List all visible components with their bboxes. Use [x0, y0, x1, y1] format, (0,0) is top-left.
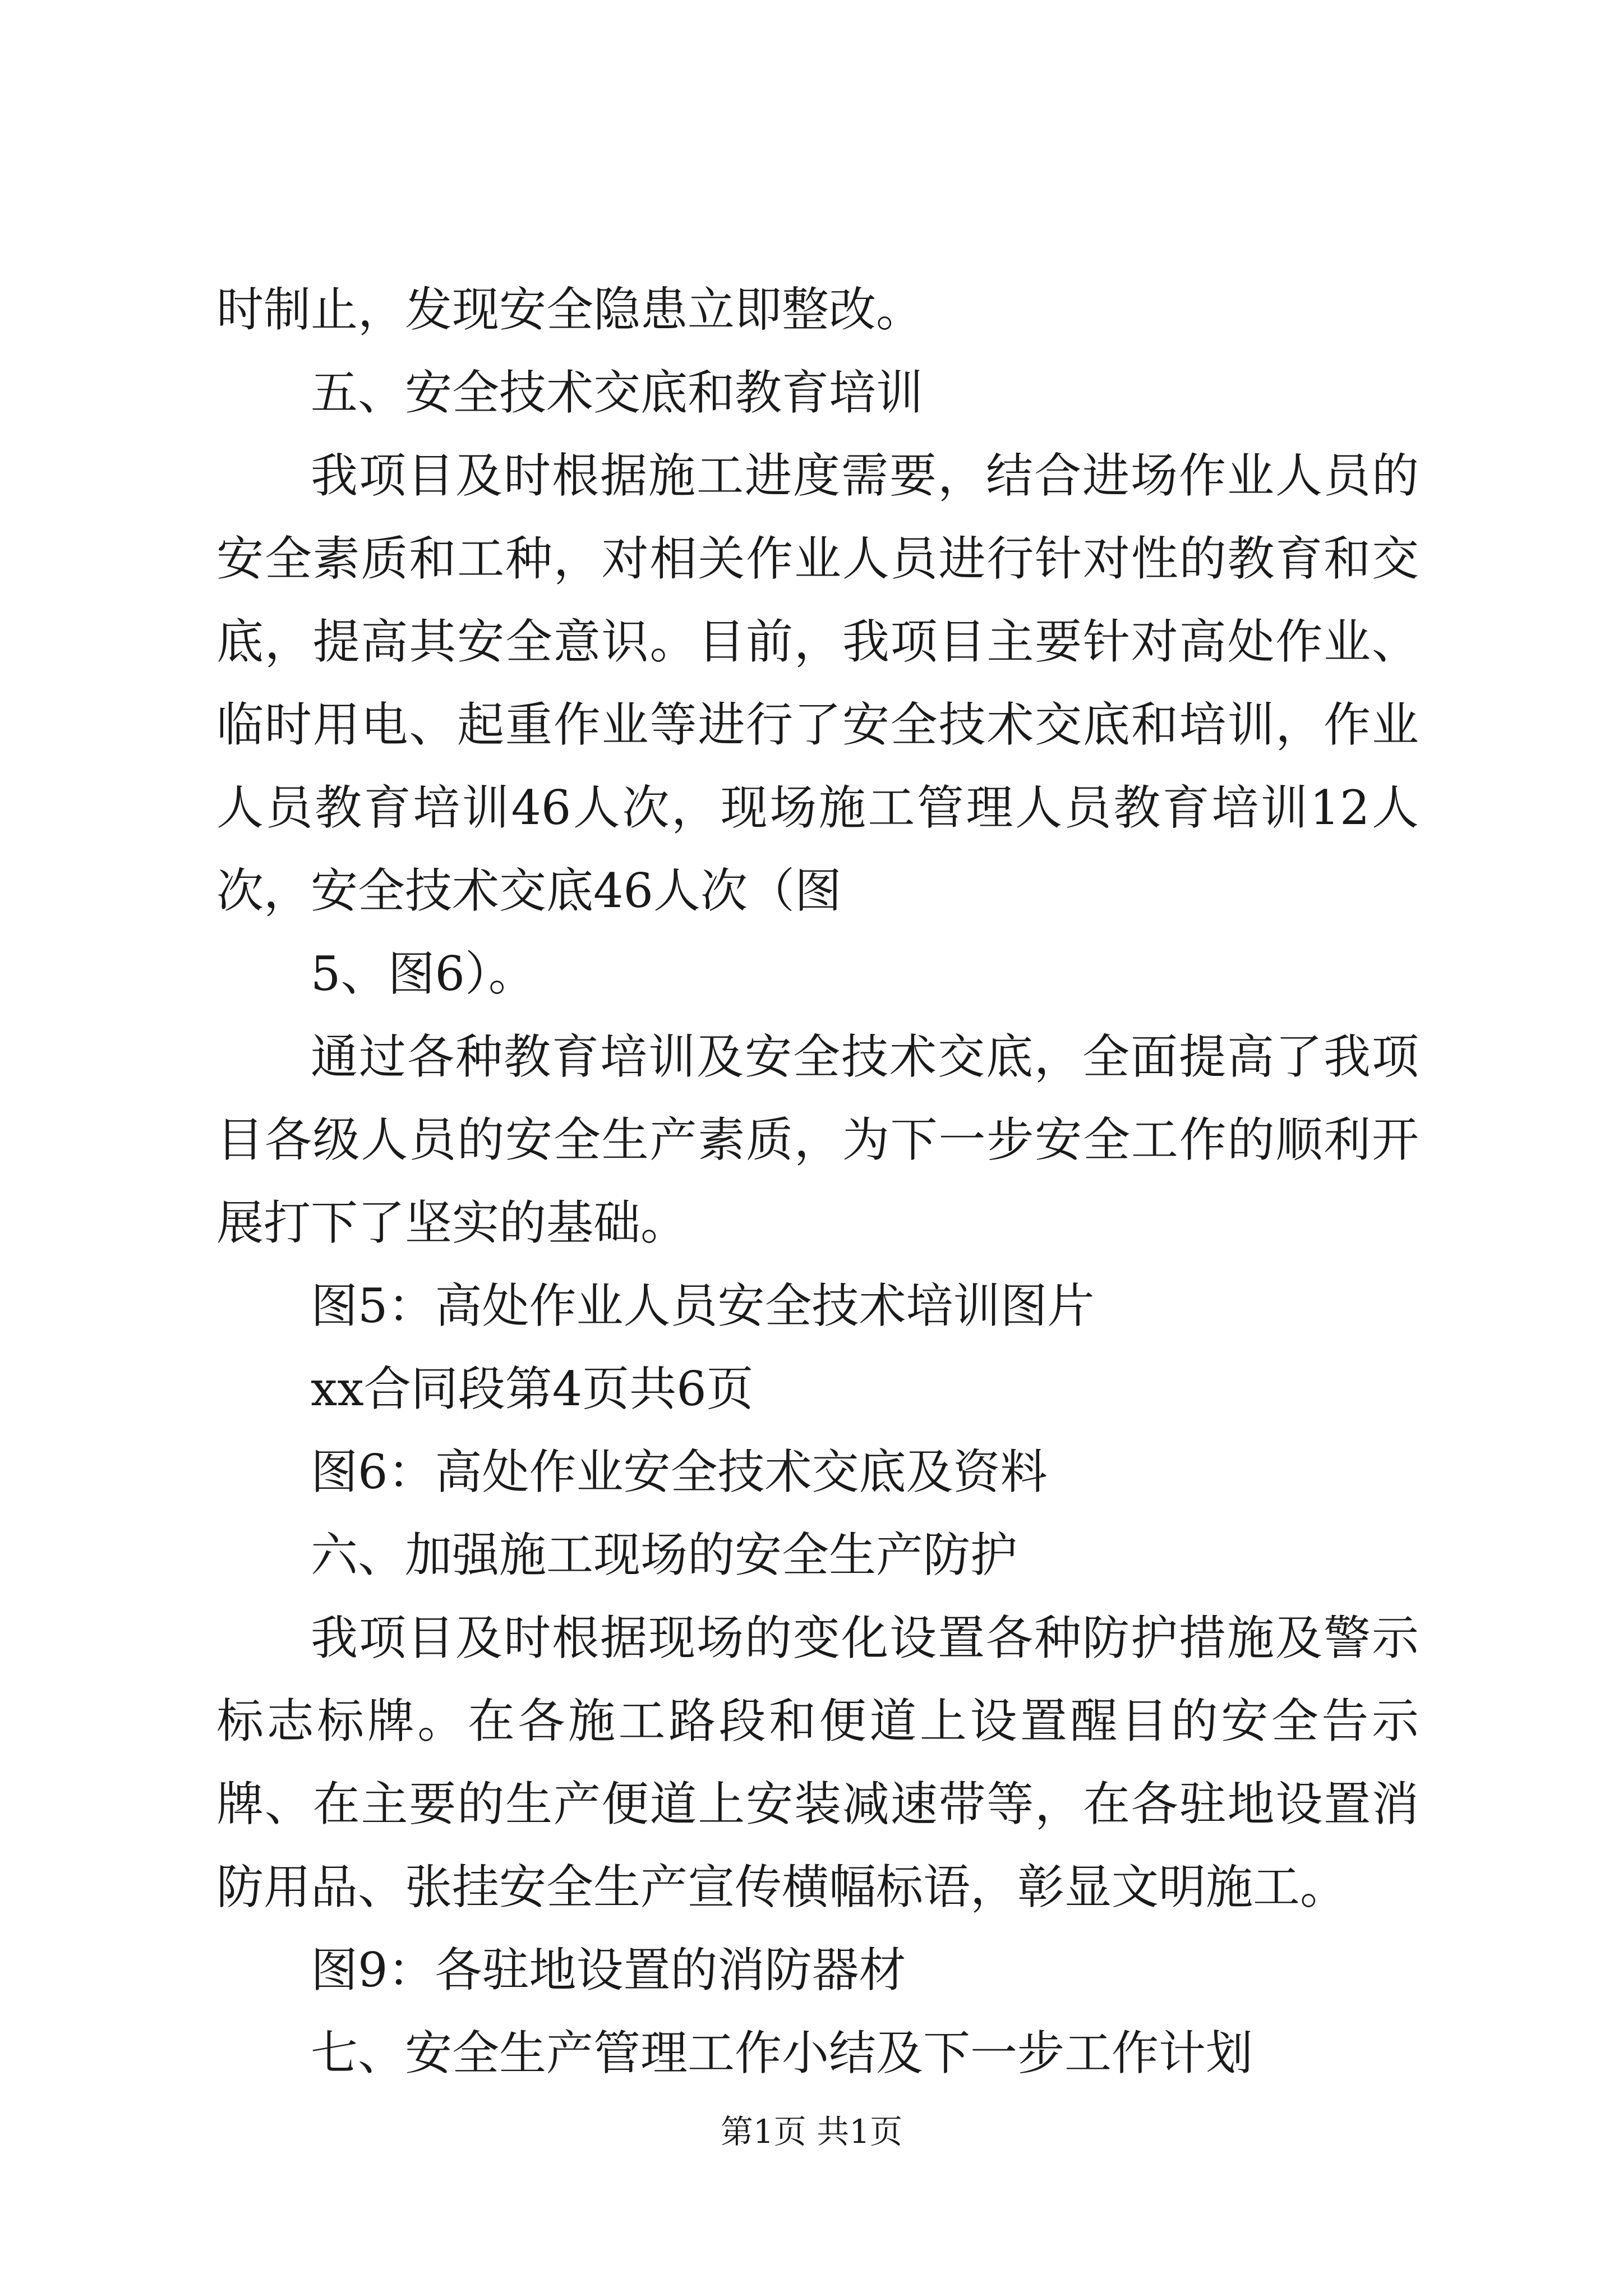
page-footer: 第1页 共1页 — [720, 2113, 903, 2151]
inline-page-note: xx合同段第4页共6页 — [311, 1361, 754, 1416]
section-heading-7: 七、安全生产管理工作小结及下一步工作计划 — [311, 2026, 1253, 2081]
document-body — [216, 268, 1419, 2095]
section-heading-6: 六、加强施工现场的安全生产防护 — [311, 1527, 1018, 1582]
section-heading-5: 五、安全技术交底和教育培训 — [311, 365, 924, 420]
paragraph-training-result: 通过各种教育培训及安全技术交底，全面提高了我项目各级人员的安全生产素质，为下一步安全工作的顺利开展打下了坚实的基础。 — [216, 1029, 1419, 1250]
figure-caption-5: 图5：高处作业人员安全技术培训图片 — [311, 1278, 1095, 1333]
paragraph-figure-ref: 5、图6）。 — [311, 946, 536, 1001]
paragraph-training: 我项目及时根据施工进度需要，结合进场作业人员的安全素质和工种，对相关作业人员进行针对性的教育和交底，提高其安全意识。目前，我项目主要针对高处作业、临时用电、起重作业等进行了安全技术交底和培训，作业人员教育培训46人次，现场施工管理人员教育培训12人次，安全技术交底46人次（图 — [216, 448, 1419, 918]
figure-caption-9: 图9：各驻地设置的消防器材 — [311, 1943, 906, 1998]
paragraph-continuation: 时制止，发现安全隐患立即整改。 — [216, 282, 924, 337]
figure-caption-6: 图6：高处作业安全技术交底及资料 — [311, 1444, 1048, 1499]
paragraph-protection: 我项目及时根据现场的变化设置各种防护措施及警示标志标牌。在各施工路段和便道上设置醒目的安全告示牌、在主要的生产便道上安装减速带等，在各驻地设置消防用品、张挂安全生产宣传横幅标语，彰显文明施工。 — [216, 1611, 1419, 1915]
